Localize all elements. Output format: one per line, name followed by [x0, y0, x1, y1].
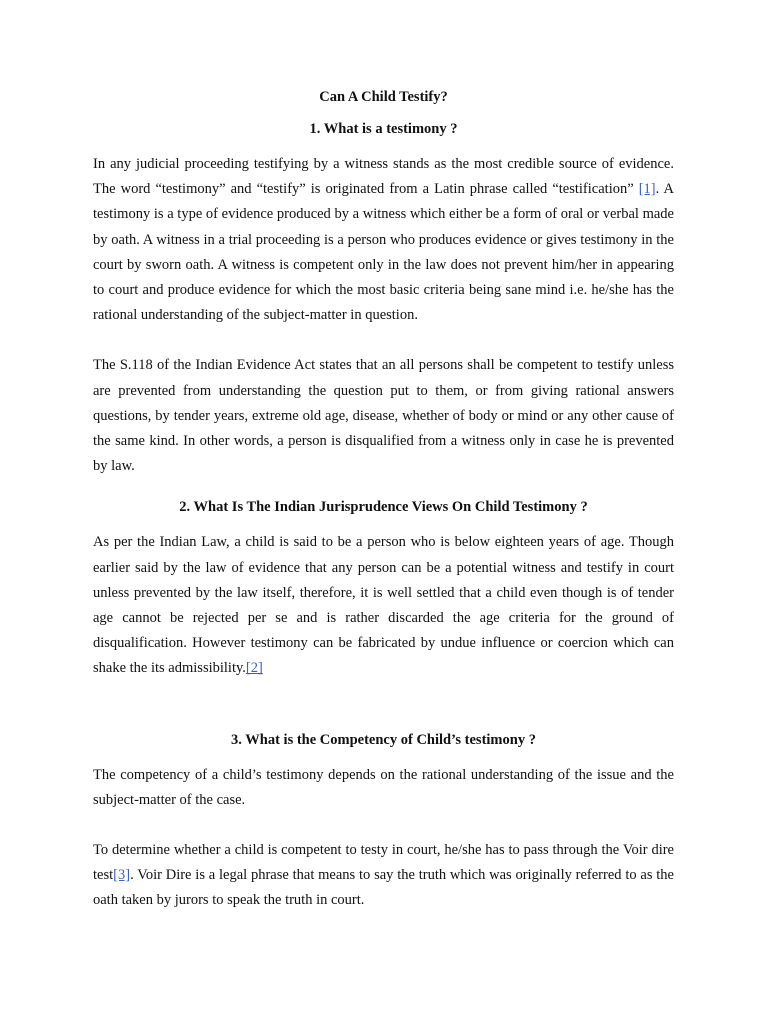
- paragraph-text: In any judicial proceeding testifying by a witness stands as the most credible source of evidence. The word “testimony” and “testify” is originated from a Latin phrase called “testification”: [93, 156, 674, 198]
- section-heading-1: 1. What is a testimony ?: [309, 121, 458, 137]
- paragraph-text: . Voir Dire is a legal phrase that means to say the truth which was originally referred to as the oath taken by jurors to speak the truth in court.: [93, 867, 674, 909]
- footnote-link-1[interactable]: [1]: [638, 181, 656, 198]
- document-page: [93, 86, 674, 914]
- paragraph-competency: The competency of a child’s testimony depends on the rational understanding of the issue and the subject-matter of the case.: [93, 766, 674, 808]
- document-title: Can A Child Testify?: [319, 89, 448, 105]
- paragraph-text: As per the Indian Law, a child is said to be a person who is below eighteen years of age. Though earlier said by the law of evidence that any person can be a potential witness and testify in court unless prevented by the law itself, therefore, it is well settled that a child even though is of tender age cannot be rejected per se and is rather discarded the age criteria for the ground of disqualification. However testimony can be fabricated by undue influence or coercion which can shake the its admissibility.: [93, 534, 674, 677]
- footnote-link-3[interactable]: [3]: [113, 867, 131, 884]
- paragraph-indian-law: [93, 530, 674, 681]
- paragraph-testimony-definition: [93, 152, 674, 328]
- paragraph-text: . A testimony is a type of evidence produced by a witness which either be a form of oral or verbal made by oath. A witness in a trial proceeding is a person who produces evidence or gives testimony in the court by sworn oath. A witness is competent only in the law does not prevent him/her in appearing to court and produce evidence for which the most basic criteria being sane mind i.e. he/she has the rational understanding of the subject-matter in question.: [93, 181, 674, 324]
- paragraph-voir-dire: [93, 838, 674, 914]
- section-heading-2: 2. What Is The Indian Jurisprudence Views On Child Testimony ?: [179, 499, 588, 516]
- paragraph-text: To determine whether a child is competent to testy in court, he/she has to pass through the Voir dire test: [93, 842, 674, 884]
- section-heading-3: 3. What is the Competency of Child’s testimony ?: [231, 731, 536, 748]
- footnote-link-2[interactable]: [2]: [245, 660, 263, 677]
- paragraph-s118: The S.118 of the Indian Evidence Act states that an all persons shall be competent to testify unless are prevented from understanding the question put to them, or from giving rational answers questions, by tender years, extreme old age, disease, whether of body or mind or any other cause of the same kind. In other words, a person is disqualified from a witness only in case he is prevented by law.: [93, 357, 674, 475]
